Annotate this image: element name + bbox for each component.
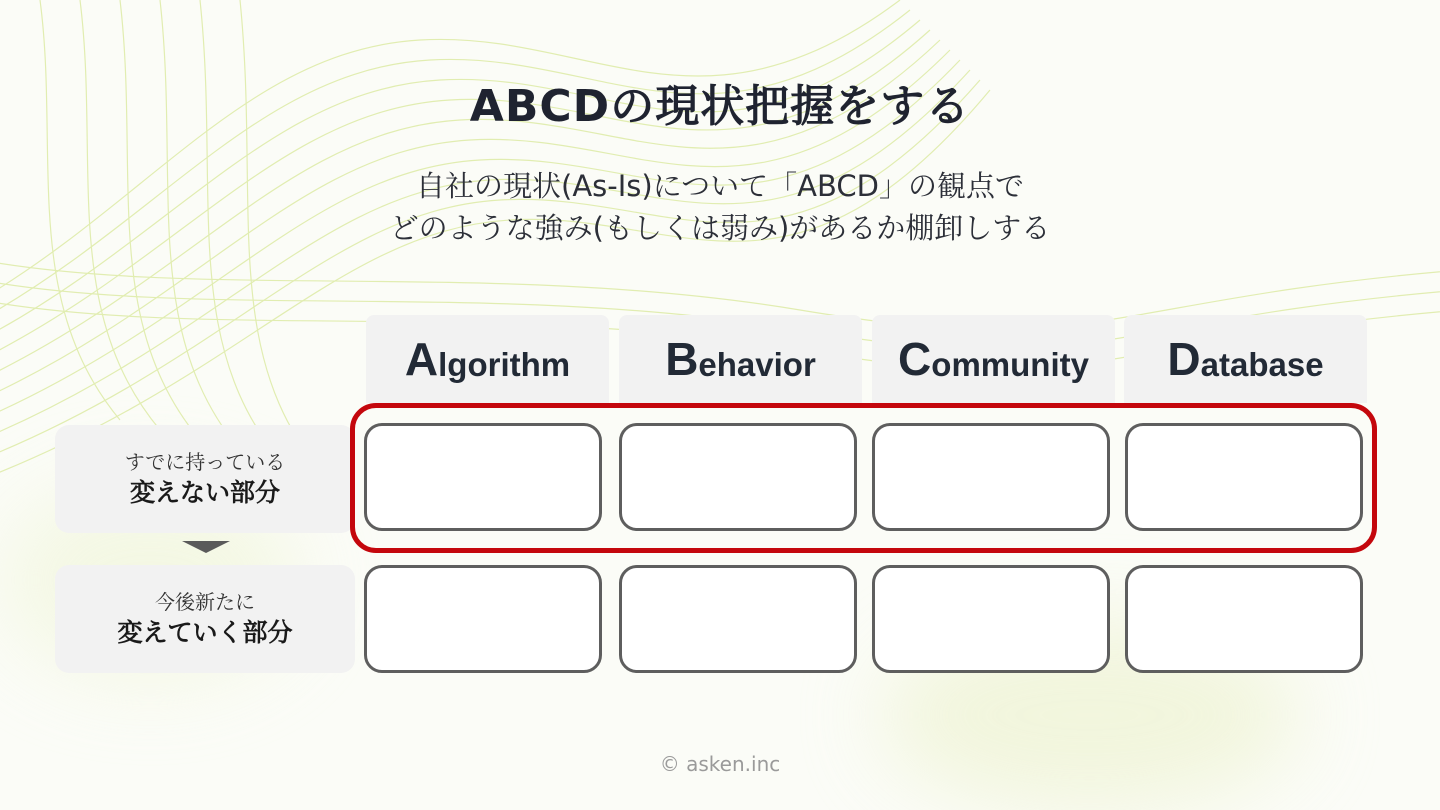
cell-to-change-behavior	[619, 565, 857, 673]
column-header-initial: D	[1167, 333, 1201, 385]
subtitle-line-2: どのような強み(もしくは弱み)があるか棚卸しする	[389, 211, 1051, 245]
column-header-initial: A	[404, 333, 439, 385]
cell-to-change-database	[1125, 565, 1363, 673]
column-header-initial: C	[898, 333, 932, 385]
column-header-community	[872, 315, 1115, 403]
column-header-database	[1124, 315, 1367, 403]
column-header-initial: B	[665, 333, 699, 385]
copyright-footer: © asken.inc	[659, 752, 781, 776]
row-label-unchanged	[55, 425, 355, 533]
column-header-rest: lgorithm	[438, 345, 571, 383]
row-label-caption: すでに持っている	[124, 450, 286, 474]
slide-title: ABCDの現状把握をする	[469, 81, 971, 132]
column-header-algorithm	[366, 315, 609, 403]
column-header-rest: atabase	[1200, 345, 1324, 383]
subtitle-line-1: 自社の現状(As-Is)について「ABCD」の観点で	[416, 169, 1024, 203]
row-label-heading: 変えない部分	[129, 478, 280, 507]
slide-subtitle	[0, 165, 1440, 249]
highlight-frame	[350, 403, 1377, 553]
cell-to-change-community	[872, 565, 1110, 673]
row-label-to-change	[55, 565, 355, 673]
column-header-behavior	[619, 315, 862, 403]
down-arrow-icon	[182, 541, 230, 553]
column-header-rest: ehavior	[698, 345, 816, 383]
row-label-heading: 変えていく部分	[117, 618, 293, 647]
column-header-rest: ommunity	[931, 345, 1089, 383]
row-label-caption: 今後新たに	[155, 590, 255, 614]
cell-to-change-algorithm	[364, 565, 602, 673]
